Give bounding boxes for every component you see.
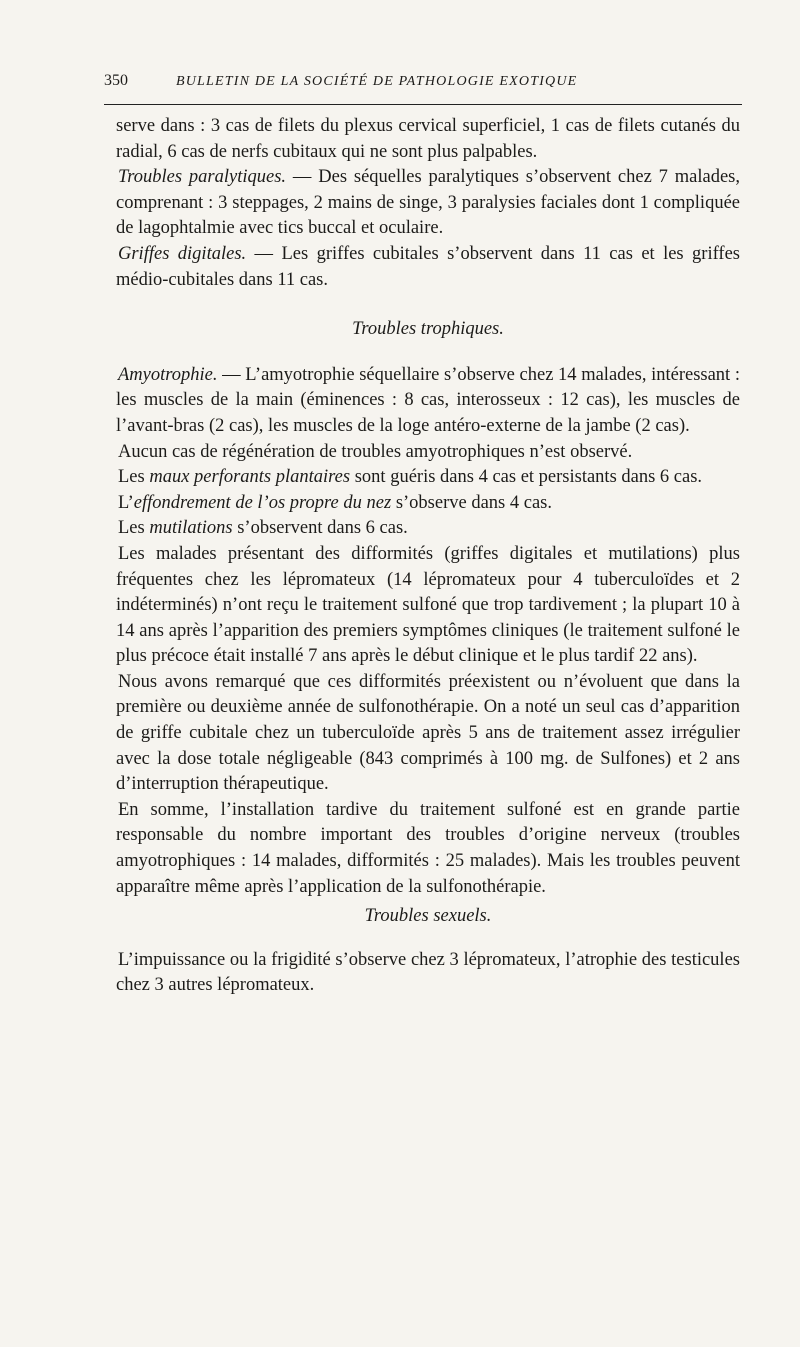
paragraph-en-somme: En somme, l’installation tardive du traitement sulfoné est en grande partie responsable du nombre important des troubles d’origine nerveux (troubles amyotrophiques : 14 malades, difformités : 25 malades). Mais les troubles peuvent apparaître même après l’application de la sulfonothérapie.: [116, 799, 740, 897]
p6-post: sont guéris dans 4 cas et persistants dans 6 cas.: [350, 467, 703, 488]
paragraph-amyotrophie-text: — L’amyotrophie séquellaire s’observe chez 14 malades, intéressant : les muscles de la main (éminences : 8 cas, interosseux : 12 cas), les muscles de l’avant-bras (2 cas), les muscles de la loge antéro-externe de la jambe (2 cas).: [116, 364, 740, 436]
p6-pre: Les: [118, 467, 150, 488]
paragraph-remarque: Nous avons remarqué que ces difformités préexistent ou n’évoluent que dans la première ou deuxième année de sulfonothérapie. On a noté un seul cas d’apparition de griffe cubitale chez un tuberculoïde après 5 ans de traitement assez irrégulier avec la dose totale négligeable (843 comprimés à 100 mg. de Sulfones) et 2 ans d’interruption thérapeutique.: [116, 671, 740, 795]
paragraph-cervical: serve dans : 3 cas de filets du plexus cervical superficiel, 1 cas de filets cutanés du radial, 6 cas de nerfs cubitaux qui ne sont plus palpables.: [116, 116, 740, 162]
paragraph-effondrement: [116, 491, 740, 517]
paragraph-griffes: [116, 242, 740, 293]
section-heading-trophiques: Troubles trophiques.: [352, 319, 504, 340]
article-body: [116, 114, 740, 999]
paragraph-impuissance: L’impuissance ou la frigidité s’observe chez 3 lépromateux, l’atrophie des testicules chez 3 autres lépromateux.: [116, 949, 740, 996]
paragraph-paralytiques-text: — Des séquelles paralytiques s’observent chez 7 malades, comprenant : 3 steppages, 2 mains de singe, 3 paralysies faciales dont 1 compliquée de lagophtalmie avec tics buccal et oculaire.: [116, 167, 740, 239]
subsection-title-griffes: Griffes digitales.: [118, 243, 247, 264]
paragraph-difformites: Les malades présentant des difformités (griffes digitales et mutilations) plus fréquentes chez les lépromateux (14 lépromateux pour 4 tuberculoïdes et 2 indéterminés) n’ont reçu le traitement sulfoné que trop tardivement ; la plupart 10 à 14 ans après l’apparition des premiers symptômes cliniques (le traitement sulfoné le plus précoce était installé 7 ans après le début clinique et le plus tardif 22 ans).: [116, 543, 740, 667]
paragraph-mutilations: [116, 516, 740, 542]
paragraph-paralytiques: [116, 165, 740, 242]
page-number: 350: [104, 72, 128, 89]
running-title: BULLETIN DE LA SOCIÉTÉ DE PATHOLOGIE EXOTIQUE: [176, 74, 578, 89]
p6-italic: maux perforants plantaires: [149, 467, 351, 488]
subsection-title-amyotrophie: Amyotrophie.: [118, 364, 218, 385]
paragraph-maux-perforants: [116, 465, 740, 491]
paragraph-amyotrophie: [116, 363, 740, 440]
paragraph-griffes-text: — Les griffes cubitales s’observent dans 11 cas et les griffes médio-cubitales dans 11 cas.: [116, 243, 740, 290]
p8-pre: Les: [118, 518, 150, 539]
p7-post: s’observe dans 4 cas.: [391, 492, 552, 513]
p8-italic: mutilations: [149, 518, 233, 539]
page-header: [104, 72, 744, 102]
section-heading-sexuels: Troubles sexuels.: [364, 906, 492, 927]
header-rule: [104, 104, 742, 105]
p8-post: s’observent dans 6 cas.: [232, 518, 408, 539]
paragraph-regeneration: Aucun cas de régénération de troubles amyotrophiques n’est observé.: [118, 441, 633, 462]
p7-italic: effondrement de l’os propre du nez: [133, 492, 392, 513]
subsection-title-paralytiques: Troubles paralytiques.: [118, 167, 287, 188]
p7-pre: L’: [118, 492, 134, 513]
